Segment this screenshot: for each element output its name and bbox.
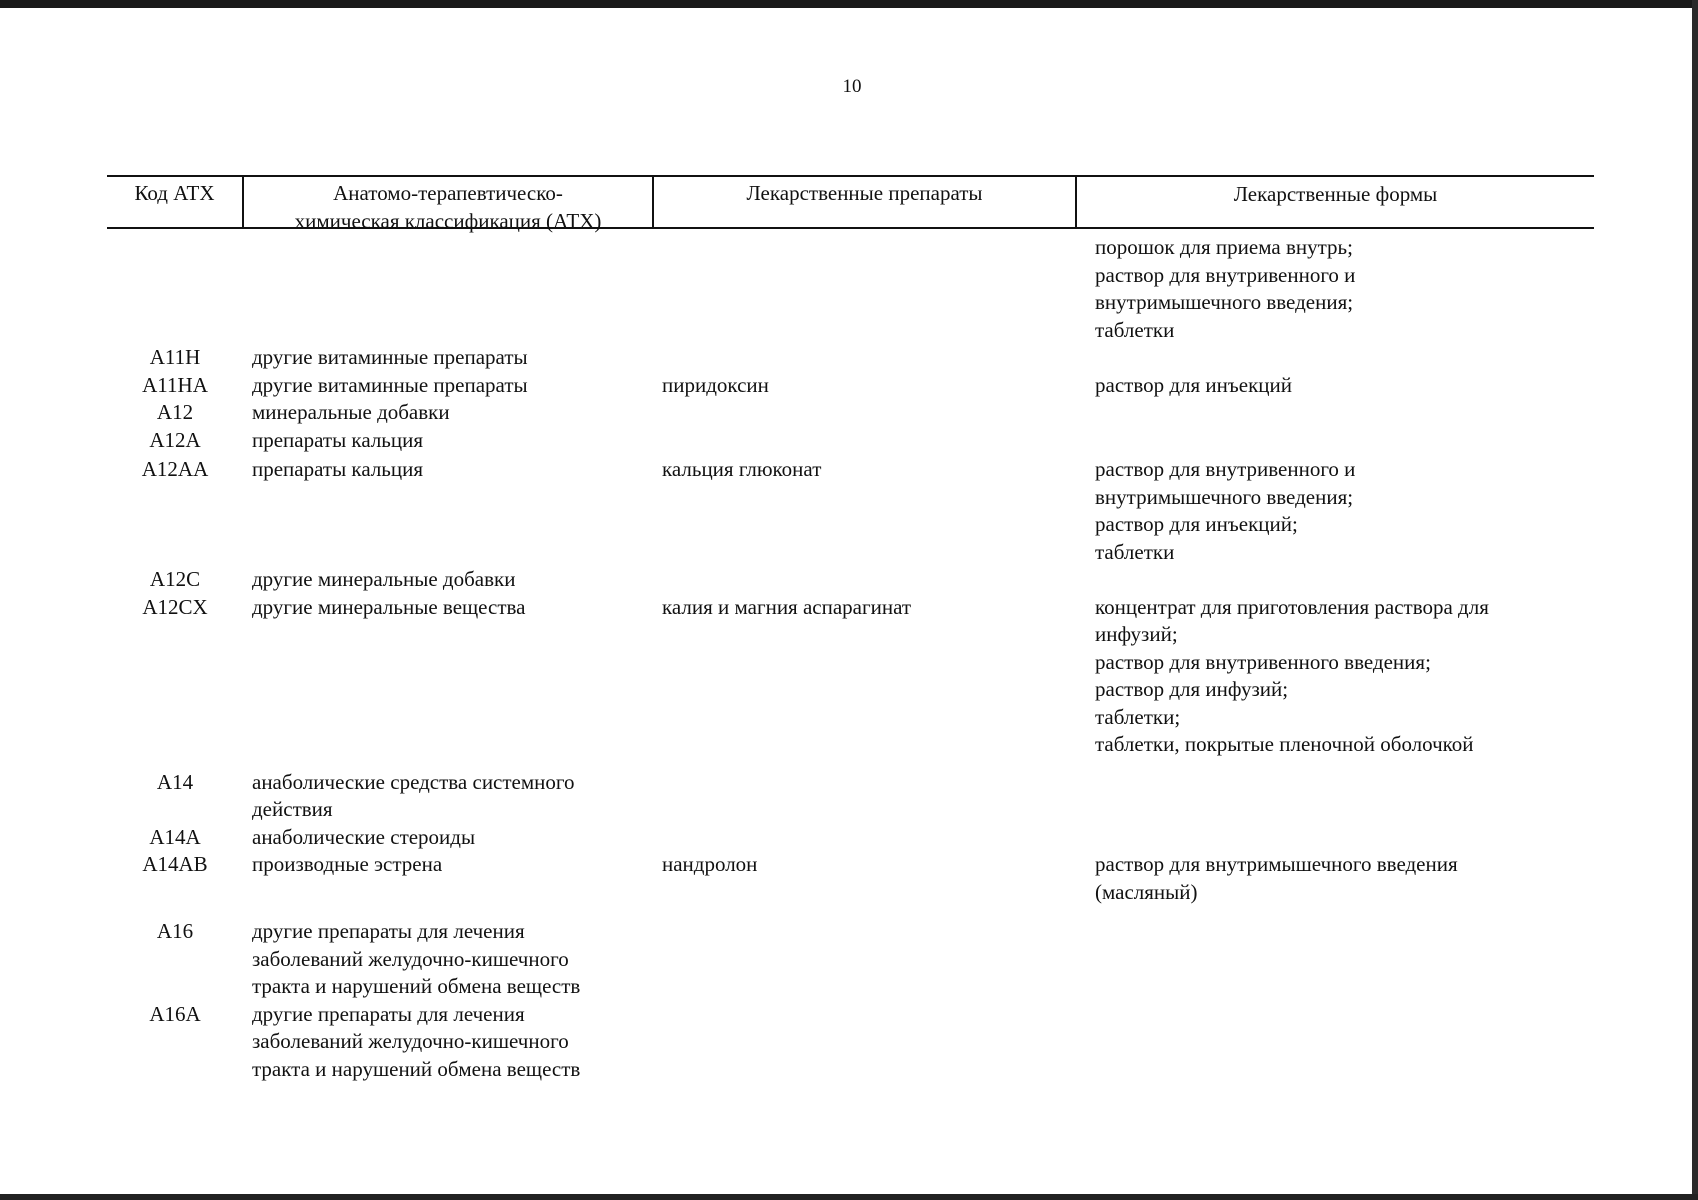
dosage-form-line: внутримышечного введения;	[1095, 484, 1354, 509]
cell-atx-classification	[243, 824, 662, 852]
cell-atx-code: A14AB	[142, 852, 208, 876]
header-top-rule	[107, 175, 1594, 177]
scan-border-top	[0, 0, 1698, 8]
dosage-form-line: таблетки;	[1095, 704, 1181, 729]
cell-atx-code: A12CX	[142, 594, 208, 619]
atx-line: действия	[252, 797, 333, 821]
table-row	[107, 918, 1594, 1001]
cell-drug: нандролон	[662, 852, 758, 876]
cell-dosage-forms	[1084, 594, 1594, 759]
table-row	[107, 824, 1594, 852]
table-row	[107, 851, 1594, 906]
header-atx	[244, 179, 652, 235]
table-row	[107, 427, 1594, 455]
atx-line: тракта и нарушений обмена веществ	[252, 974, 581, 998]
dosage-form-line: раствор для инъекций	[1095, 372, 1292, 397]
header-atx-line1: Анатомо-терапевтическо-	[333, 181, 563, 205]
cell-atx-code: A16	[156, 919, 194, 943]
scan-border-right	[1692, 0, 1698, 1200]
cell-atx-code: A14	[156, 769, 194, 794]
table-row	[107, 399, 1594, 427]
dosage-form-line: раствор для внутримышечного введения	[1095, 852, 1458, 876]
cell-atx-code: A12AA	[141, 457, 209, 481]
atx-line: другие витаминные препараты	[252, 345, 528, 369]
dosage-form-line: таблетки, покрытые пленочной оболочкой	[1095, 732, 1474, 756]
table-row	[107, 456, 1594, 566]
cell-atx-code: A12	[156, 400, 194, 424]
dosage-form-line: раствор для инфузий;	[1095, 677, 1289, 701]
header-atx-line2: химическая классификация (АТХ)	[294, 209, 602, 233]
cell-atx-code: A11H	[149, 345, 201, 369]
cell-atx-classification	[243, 399, 662, 427]
table-row	[107, 1001, 1594, 1084]
atx-line: тракта и нарушений обмена веществ	[252, 1056, 581, 1081]
cell-drug: калия и магния аспарагинат	[662, 594, 912, 619]
cell-atx-classification	[243, 594, 662, 622]
table-body	[107, 234, 1594, 1083]
table-row	[107, 234, 1594, 344]
dosage-form-line: инфузий;	[1095, 622, 1178, 646]
cell-atx-classification	[243, 344, 662, 372]
atx-line: препараты кальция	[252, 457, 424, 481]
table-row	[107, 344, 1594, 372]
atx-line: анаболические средства системного	[252, 769, 575, 794]
dosage-form-line: (масляный)	[1095, 879, 1198, 904]
header-forms: Лекарственные формы	[1233, 182, 1438, 206]
cell-atx-code: A12A	[149, 427, 201, 452]
dosage-form-line: раствор для инъекций;	[1095, 512, 1298, 536]
scan-border-bottom	[0, 1194, 1698, 1200]
atx-line: другие витаминные препараты	[252, 372, 528, 397]
cell-atx-classification	[243, 918, 662, 1001]
atx-line: минеральные добавки	[252, 400, 450, 424]
cell-atx-classification	[243, 851, 662, 879]
header-drugs: Лекарственные препараты	[746, 181, 983, 205]
atx-line: анаболические стероиды	[252, 824, 476, 849]
cell-atx-classification	[243, 566, 662, 594]
dosage-form-line: внутримышечного введения;	[1095, 290, 1354, 314]
dosage-form-line: таблетки	[1095, 539, 1175, 564]
atx-line: другие препараты для лечения	[252, 919, 525, 943]
dosage-form-line: раствор для внутривенного введения;	[1095, 649, 1431, 674]
atx-line: другие минеральные добавки	[252, 567, 516, 591]
cell-drug: пиридоксин	[662, 372, 769, 397]
cell-atx-classification	[243, 372, 662, 400]
dosage-form-line: раствор для внутривенного и	[1095, 262, 1356, 287]
table-row	[107, 769, 1594, 824]
cell-dosage-forms	[1084, 234, 1594, 344]
cell-atx-classification	[243, 456, 662, 484]
table-row	[107, 594, 1594, 759]
table-row	[107, 372, 1594, 400]
dosage-form-line: порошок для приема внутрь;	[1095, 235, 1353, 259]
dosage-form-line: таблетки	[1095, 317, 1175, 342]
cell-atx-classification	[243, 769, 662, 824]
cell-dosage-forms	[1084, 372, 1594, 400]
atx-line: другие минеральные вещества	[252, 594, 526, 619]
cell-atx-code: A11HA	[142, 372, 208, 397]
atx-line: производные эстрена	[252, 852, 443, 876]
cell-atx-classification	[243, 1001, 662, 1084]
cell-atx-code: A12C	[149, 567, 201, 591]
cell-dosage-forms	[1084, 456, 1594, 566]
cell-drug: кальция глюконат	[662, 457, 822, 481]
dosage-form-line: раствор для внутривенного и	[1095, 457, 1356, 481]
atx-line: другие препараты для лечения	[252, 1001, 525, 1026]
cell-atx-classification	[243, 427, 662, 455]
cell-atx-code: A14A	[149, 824, 201, 849]
atx-line: заболеваний желудочно-кишечного	[252, 946, 569, 971]
dosage-form-line: концентрат для приготовления раствора для	[1095, 594, 1489, 619]
atx-line: заболеваний желудочно-кишечного	[252, 1029, 569, 1053]
atx-line: препараты кальция	[252, 427, 424, 452]
cell-dosage-forms	[1084, 851, 1594, 906]
cell-atx-code: A16A	[149, 1001, 201, 1026]
page-number: 10	[842, 76, 862, 97]
header-code: Код АТХ	[134, 181, 215, 205]
table-row	[107, 566, 1594, 594]
